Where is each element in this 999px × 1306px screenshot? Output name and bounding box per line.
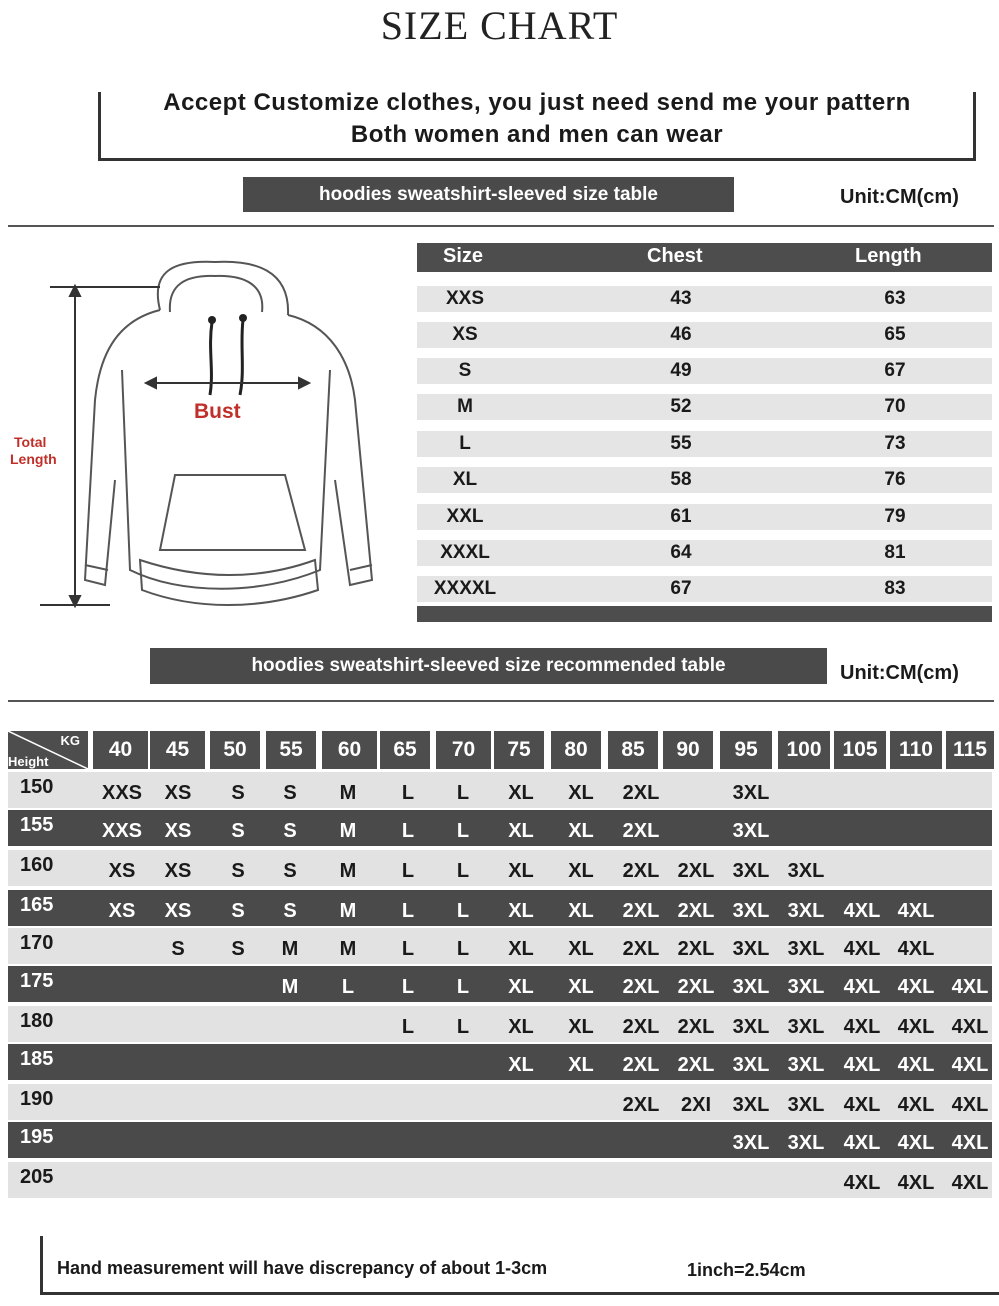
size-cell: 4XL	[951, 976, 989, 998]
table-row: S 49 67	[417, 358, 992, 384]
page-title: SIZE CHART	[380, 3, 619, 48]
size-cell: 4XL	[897, 1054, 935, 1076]
total-label: Total	[14, 434, 47, 450]
size-cell: XL	[568, 1016, 594, 1038]
size-cell: 2XL	[622, 782, 660, 804]
size-cell: 3XL	[787, 900, 825, 922]
size-cell: XL	[508, 782, 534, 804]
size-cell: 3XL	[787, 938, 825, 960]
size-cell: 2XL	[622, 820, 660, 842]
custom-banner	[98, 89, 976, 161]
size-cell: L	[456, 938, 470, 960]
size-cell: M	[339, 782, 357, 804]
weight-header-cell: 50	[210, 731, 260, 769]
size-cell: 4XL	[951, 1054, 989, 1076]
size-cell: XL	[568, 820, 594, 842]
size-cell: 4XL	[897, 1132, 935, 1154]
size-cell: L	[456, 1016, 470, 1038]
header-chest: Chest	[647, 245, 703, 267]
size-cell: 4XL	[951, 1016, 989, 1038]
size-cell: 3XL	[732, 860, 770, 882]
weight-header-cell: 85	[608, 731, 658, 769]
bust-label: Bust	[194, 400, 241, 423]
recommended-table-unit: Unit:CM(cm)	[840, 662, 959, 684]
height-cell: 170	[20, 932, 54, 954]
size-cell: L	[456, 976, 470, 998]
size-cell: 2XL	[622, 860, 660, 882]
size-cell: 4XL	[843, 1094, 881, 1116]
height-cell: 180	[20, 1010, 54, 1032]
length-label: Length	[10, 451, 57, 467]
size-cell: 4XL	[843, 1172, 881, 1194]
size-cell: XS	[108, 900, 136, 922]
height-cell: 150	[20, 776, 54, 798]
size-cell: S	[283, 860, 297, 882]
size-cell: 2XL	[622, 938, 660, 960]
size-cell: 4XL	[897, 1094, 935, 1116]
size-cell: 4XL	[843, 1054, 881, 1076]
divider	[8, 225, 994, 227]
size-cell: M	[339, 900, 357, 922]
header-length: Length	[855, 245, 922, 267]
size-cell: 3XL	[787, 976, 825, 998]
size-cell: XL	[508, 976, 534, 998]
table-row	[8, 1084, 992, 1120]
corner-kg-label: KG	[60, 733, 80, 748]
size-cell: XL	[508, 820, 534, 842]
weight-header-cell: 60	[322, 731, 377, 769]
size-cell: 2XL	[677, 860, 715, 882]
size-cell: 4XL	[843, 976, 881, 998]
header-size: Size	[443, 245, 484, 267]
size-cell: L	[401, 820, 415, 842]
size-cell: 2XL	[622, 1054, 660, 1076]
height-cell: 205	[20, 1166, 54, 1188]
size-cell: XL	[568, 1054, 594, 1076]
banner-line-1: Accept Customize clothes, you just need send me your pattern	[163, 89, 911, 116]
size-cell: S	[231, 820, 245, 842]
corner-height-label: Height	[8, 754, 49, 769]
table-row	[8, 1122, 992, 1158]
size-cell: XL	[568, 976, 594, 998]
size-cell: 2XL	[622, 1016, 660, 1038]
table-row	[8, 772, 992, 808]
size-table-caption: hoodies sweatshirt-sleeved size table	[243, 177, 734, 212]
size-cell: L	[456, 900, 470, 922]
size-cell: L	[456, 860, 470, 882]
weight-header-cell: 80	[551, 731, 601, 769]
weight-header-cell: 75	[494, 731, 544, 769]
size-cell: XL	[568, 900, 594, 922]
size-cell: 2XL	[677, 976, 715, 998]
height-cell: 175	[20, 970, 54, 992]
size-cell: 2XI	[680, 1094, 712, 1116]
size-cell: S	[171, 938, 185, 960]
weight-header-cell: 70	[436, 731, 491, 769]
size-cell: 4XL	[897, 1172, 935, 1194]
size-cell: XS	[164, 900, 192, 922]
size-cell: XS	[164, 860, 192, 882]
size-cell: XL	[508, 1016, 534, 1038]
size-cell: 4XL	[897, 1016, 935, 1038]
size-cell: XS	[164, 782, 192, 804]
size-cell: 4XL	[897, 976, 935, 998]
size-cell: XL	[508, 1054, 534, 1076]
size-cell: 3XL	[787, 1016, 825, 1038]
size-cell: XXS	[101, 782, 143, 804]
size-cell: 3XL	[732, 1094, 770, 1116]
size-cell: 3XL	[732, 900, 770, 922]
size-cell: XL	[508, 938, 534, 960]
size-cell: 2XL	[677, 938, 715, 960]
size-cell: 4XL	[951, 1132, 989, 1154]
size-cell: L	[456, 820, 470, 842]
size-cell: 3XL	[732, 976, 770, 998]
table-row	[8, 928, 992, 964]
height-cell: 165	[20, 894, 54, 916]
size-cell: 3XL	[732, 820, 770, 842]
size-table-header	[417, 243, 992, 272]
size-cell: L	[401, 1016, 415, 1038]
size-cell: 2XL	[622, 900, 660, 922]
size-cell: S	[231, 938, 245, 960]
size-cell: M	[339, 938, 357, 960]
table-row: XL 58 76	[417, 467, 992, 493]
size-cell: 3XL	[732, 1132, 770, 1154]
size-cell: 4XL	[843, 900, 881, 922]
size-cell: L	[456, 782, 470, 804]
height-cell: 195	[20, 1126, 54, 1148]
weight-header-cell: 45	[150, 731, 205, 769]
size-cell: 2XL	[622, 1094, 660, 1116]
table-row	[8, 890, 992, 926]
size-cell: 4XL	[897, 938, 935, 960]
weight-header-cell: 40	[93, 731, 148, 769]
size-cell: 4XL	[951, 1094, 989, 1116]
size-cell: M	[339, 860, 357, 882]
size-cell: M	[281, 976, 299, 998]
size-cell: 2XL	[677, 1054, 715, 1076]
size-cell: 2XL	[677, 1016, 715, 1038]
size-cell: XXS	[101, 820, 143, 842]
size-cell: 4XL	[843, 938, 881, 960]
weight-header-cell: 95	[720, 731, 772, 769]
table-row	[8, 850, 992, 886]
recommended-table-caption: hoodies sweatshirt-sleeved size recommended table	[150, 648, 827, 684]
table-row: XXS 43 63	[417, 286, 992, 312]
height-cell: 190	[20, 1088, 54, 1110]
size-cell: 3XL	[732, 1016, 770, 1038]
weight-header-cell: 105	[834, 731, 886, 769]
size-cell: L	[401, 900, 415, 922]
size-cell: L	[341, 976, 355, 998]
size-cell: M	[281, 938, 299, 960]
weight-header-cell: 100	[778, 731, 830, 769]
measurement-note: Hand measurement will have discrepancy of about 1-3cm	[57, 1258, 548, 1278]
size-cell: 4XL	[843, 1016, 881, 1038]
inch-conversion: 1inch=2.54cm	[687, 1260, 806, 1280]
weight-header-cell: 90	[663, 731, 713, 769]
size-cell: XL	[508, 900, 534, 922]
divider	[8, 700, 994, 702]
table-row: M 52 70	[417, 394, 992, 420]
size-cell: XL	[568, 938, 594, 960]
hoodie-illustration	[0, 250, 400, 620]
size-cell: 3XL	[732, 782, 770, 804]
size-cell: 3XL	[732, 938, 770, 960]
size-cell: XL	[508, 860, 534, 882]
size-cell: 2XL	[677, 900, 715, 922]
size-cell: L	[401, 860, 415, 882]
size-cell: S	[283, 782, 297, 804]
height-cell: 155	[20, 814, 54, 836]
size-cell: 3XL	[732, 1054, 770, 1076]
size-cell: 3XL	[787, 1132, 825, 1154]
size-cell: S	[231, 900, 245, 922]
size-cell: 4XL	[951, 1172, 989, 1194]
table-row: XXL 61 79	[417, 504, 992, 530]
size-table-footer-bar	[417, 606, 992, 622]
size-cell: 3XL	[787, 1094, 825, 1116]
table-row	[8, 966, 992, 1002]
size-cell: XS	[108, 860, 136, 882]
weight-header-cell: 115	[946, 731, 994, 769]
table-row	[8, 1044, 992, 1080]
size-cell: S	[231, 860, 245, 882]
size-cell: S	[283, 900, 297, 922]
footer-note-box	[40, 1236, 999, 1295]
size-cell: L	[401, 976, 415, 998]
size-cell: 3XL	[787, 1054, 825, 1076]
height-cell: 185	[20, 1048, 54, 1070]
size-cell: XL	[568, 860, 594, 882]
size-cell: 4XL	[843, 1132, 881, 1154]
table-row	[8, 1006, 992, 1042]
banner-line-2: Both women and men can wear	[350, 121, 724, 148]
size-cell: 3XL	[787, 860, 825, 882]
size-table-unit: Unit:CM(cm)	[840, 186, 959, 208]
size-cell: M	[339, 820, 357, 842]
size-cell: XS	[164, 820, 192, 842]
size-cell: L	[401, 782, 415, 804]
weight-header-cell: 65	[380, 731, 430, 769]
size-cell: 2XL	[622, 976, 660, 998]
size-cell: L	[401, 938, 415, 960]
table-row: XXXL 64 81	[417, 540, 992, 566]
corner-cell	[8, 731, 88, 769]
size-cell: S	[231, 782, 245, 804]
table-row	[8, 1162, 992, 1198]
table-row: L 55 73	[417, 431, 992, 457]
size-cell: S	[283, 820, 297, 842]
size-cell: 4XL	[897, 900, 935, 922]
table-row	[8, 810, 992, 846]
weight-header-cell: 55	[266, 731, 316, 769]
table-row: XXXXL 67 83	[417, 576, 992, 602]
height-cell: 160	[20, 854, 54, 876]
weight-header-cell: 110	[890, 731, 942, 769]
size-cell: XL	[568, 782, 594, 804]
table-row: XS 46 65	[417, 322, 992, 348]
